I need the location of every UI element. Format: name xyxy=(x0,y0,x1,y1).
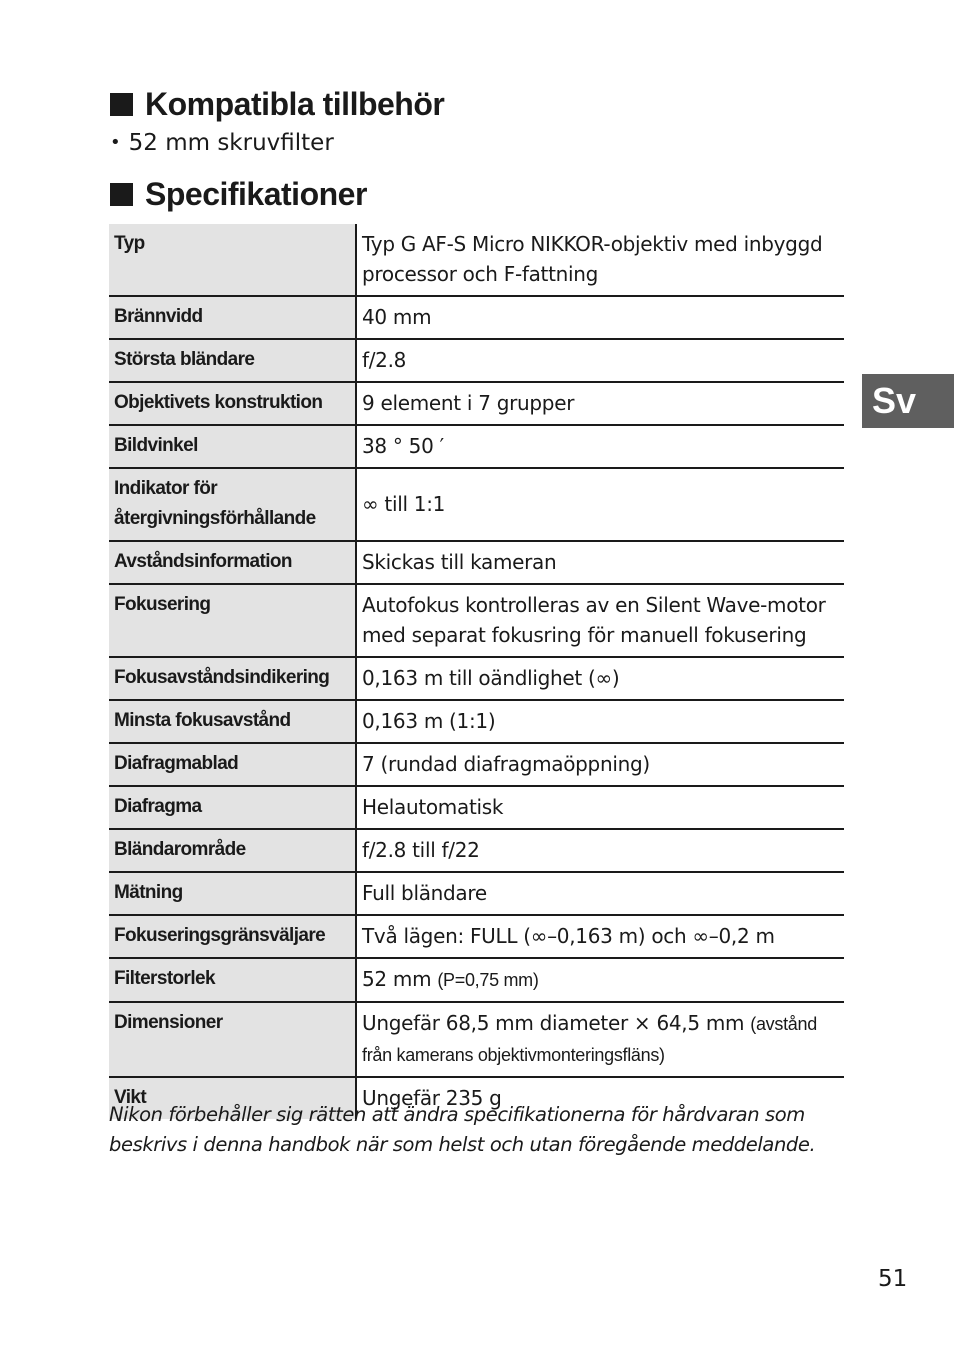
table-row xyxy=(109,743,844,786)
spec-label: Diafragmablad xyxy=(109,743,356,786)
spec-value: 9 element i 7 grupper xyxy=(356,382,844,425)
table-row xyxy=(109,958,844,1002)
bullet-dot-icon: • xyxy=(110,132,121,153)
spec-value: ∞ till 1:1 xyxy=(356,468,844,541)
specifications-table xyxy=(109,224,844,1119)
spec-value: Ungefär 235 g xyxy=(362,1086,502,1110)
language-tab: Sv xyxy=(862,374,954,428)
spec-value-note: (avstånd från kamerans objektivmonteringsfläns) xyxy=(362,1014,817,1065)
spec-label: Största bländare xyxy=(109,339,356,382)
accessory-label: 52 mm skruvfilter xyxy=(128,130,334,156)
spec-value-cell xyxy=(356,1002,844,1077)
spec-label: Minsta fokusavstånd xyxy=(109,700,356,743)
spec-value: Typ G AF-S Micro NIKKOR-objektiv med inbyggd processor och F-fattning xyxy=(356,224,844,296)
spec-value: f/2.8 xyxy=(356,339,844,382)
table-row xyxy=(109,339,844,382)
table-row xyxy=(109,700,844,743)
spec-label: Indikator för återgivningsförhållande xyxy=(109,468,356,541)
spec-value: Ungefär 68,5 mm diameter × 64,5 mm xyxy=(362,1011,745,1035)
compatible-accessories-heading xyxy=(110,84,444,124)
table-row xyxy=(109,382,844,425)
specifications-heading xyxy=(110,174,367,214)
table-row xyxy=(109,1002,844,1077)
table-row xyxy=(109,541,844,584)
specifications-title: Specifikationer xyxy=(145,176,367,212)
spec-label: Vikt xyxy=(109,1077,356,1119)
spec-label: Mätning xyxy=(109,872,356,915)
spec-label: Objektivets konstruktion xyxy=(109,382,356,425)
table-row xyxy=(109,829,844,872)
disclaimer-note: Nikon förbehåller sig rätten att ändra specifikationerna för hårdvaran som beskrivs i denna handbok när som helst och utan föregående meddelande. xyxy=(109,1103,816,1156)
spec-label: Fokuseringsgränsväljare xyxy=(109,915,356,958)
spec-value: 0,163 m till oändlighet (∞) xyxy=(356,657,844,700)
table-row xyxy=(109,786,844,829)
spec-value: f/2.8 till f/22 xyxy=(356,829,844,872)
spec-value: 38 ° 50 ′ xyxy=(356,425,844,468)
table-row xyxy=(109,224,844,296)
table-row xyxy=(109,296,844,339)
spec-value-note: (P=0,75 mm) xyxy=(437,970,539,990)
table-row xyxy=(109,425,844,468)
spec-label: Fokusering xyxy=(109,584,356,657)
spec-label: Filterstorlek xyxy=(109,958,356,1002)
spec-label: Brännvidd xyxy=(109,296,356,339)
table-row xyxy=(109,915,844,958)
spec-value: Autofokus kontrolleras av en Silent Wave-motor med separat fokusring för manuell fokusering xyxy=(356,584,844,657)
spec-value: 7 (rundad diafragmaöppning) xyxy=(356,743,844,786)
compatible-accessories-title: Kompatibla tillbehör xyxy=(145,86,445,122)
page-number: 51 xyxy=(878,1266,908,1292)
square-bullet-icon xyxy=(110,93,133,116)
spec-value: 52 mm xyxy=(362,967,432,991)
spec-label: Bildvinkel xyxy=(109,425,356,468)
spec-value: Två lägen: FULL (∞–0,163 m) och ∞–0,2 m xyxy=(356,915,844,958)
table-row xyxy=(109,584,844,657)
spec-label: Typ xyxy=(109,224,356,296)
table-row xyxy=(109,468,844,541)
spec-label: Diafragma xyxy=(109,786,356,829)
square-bullet-icon xyxy=(110,183,133,206)
spec-label: Fokusavståndsindikering xyxy=(109,657,356,700)
table-row xyxy=(109,657,844,700)
spec-label: Bländarområde xyxy=(109,829,356,872)
spec-label: Avståndsinformation xyxy=(109,541,356,584)
spec-value: Skickas till kameran xyxy=(356,541,844,584)
accessory-list-item xyxy=(110,128,334,160)
spec-value: 40 mm xyxy=(356,296,844,339)
spec-value: Full bländare xyxy=(356,872,844,915)
spec-value: Helautomatisk xyxy=(356,786,844,829)
spec-value-cell xyxy=(356,958,844,1002)
spec-label: Dimensioner xyxy=(109,1002,356,1077)
table-row xyxy=(109,872,844,915)
spec-value: 0,163 m (1:1) xyxy=(356,700,844,743)
